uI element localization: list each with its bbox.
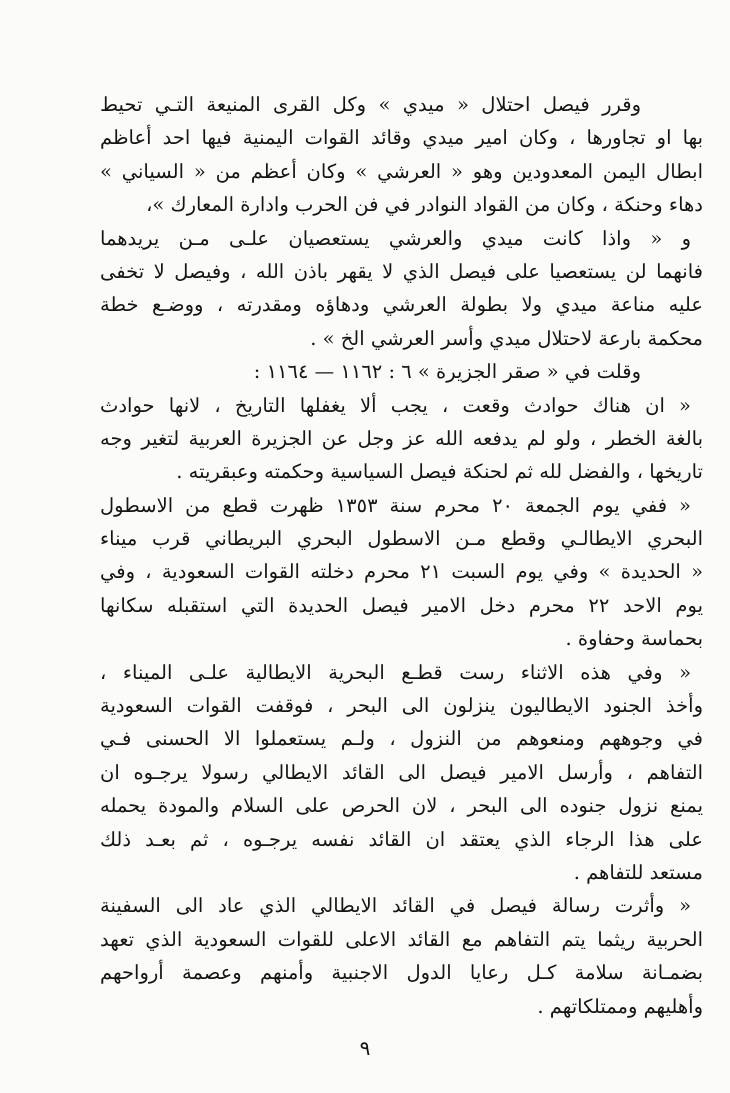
text-line: ابطال اليمن المعدودين وهو « العرشي » وكان أعظم من « السياني » <box>100 159 703 183</box>
text-line: الحربية ريثما يتم التفاهم مع القائد الاعلى للقوات السعودية الذي تعهد <box>100 927 703 951</box>
text-line: و « واذا كانت ميدي والعرشي يستعصيان علـى مـن يريدهما <box>100 226 691 250</box>
text-line: « ان هناك حوادث وقعت ، يجب ألا يغفلها التاريخ ، لانها حوادث <box>100 393 691 417</box>
text-line: « وأثرت رسالة فيصل في القائد الايطالي الذي عاد الى السفينة <box>100 894 691 918</box>
body-text <box>100 88 703 1023</box>
text-line: التفاهم ، وأرسل الامير فيصل الى القائد الايطالي رسولا يرجـوه ان <box>100 760 703 784</box>
text-line: « وفي هذه الاثناء رست قطـع البحرية الايطالية علـى الميناء ، <box>100 660 691 684</box>
text-line: البحري الايطالـي وقطع مـن الاسطول البحري البريطاني قرب ميناء <box>100 527 703 551</box>
text-line: بضمـانة سلامة كـل رعايا الدول الاجنبية وأمنهم وعصمة أرواحهم <box>100 961 703 985</box>
text-line: « الحديدة » وفي يوم السبت ٢١ محرم دخلته القوات السعودية ، وفي <box>100 560 704 584</box>
text-line: محكمة بارعة لاحتلال ميدي وأسر العرشي الخ » . <box>310 326 703 350</box>
text-line: دهاء وحنكة ، وكان من القواد النوادر في فن الحرب وادارة المعارك »، <box>146 193 703 217</box>
text-line: وأهليهم وممتلكاتهم . <box>537 994 703 1018</box>
text-line: وأخذ الجنود الايطاليون ينزلون الى البحر ، فوقفت القوات السعودية <box>100 694 703 718</box>
text-line: يمنع نزول جنوده الى البحر ، لان الحرص على السلام والمودة يحمله <box>100 794 703 818</box>
text-line: بالغة الخطر ، ولو لم يدفعه الله عز وجل عن الجزيرة العربية لتغير وجه <box>100 426 703 450</box>
text-line: عليه مناعة ميدي ولا بطولة العرشي ودهاؤه ومقدرته ، ووضـع خطة <box>100 293 703 317</box>
text-line: مستعد للتفاهم . <box>573 860 703 884</box>
text-line: تاريخها ، والفضل لله ثم لحنكة فيصل السياسية وحكمته وعبقريته . <box>176 460 703 484</box>
text-line: وقلت في « صقر الجزيرة » ٦ : ١١٦٢ — ١١٦٤ : <box>253 360 641 384</box>
text-line: بها او تجاورها ، وكان امير ميدي وقائد القوات اليمنية فيها احد أعاظم <box>100 126 703 150</box>
text-line: على هذا الرجاء الذي يعتقد ان القائد نفسه يرجـوه ، ثم بعـد ذلك <box>100 827 703 851</box>
page-number: ٩ <box>359 1036 371 1060</box>
text-line: وقرر فيصل احتلال « ميدي » وكل القرى المنيعة التـي تحيط <box>100 93 641 116</box>
text-line: « ففي يوم الجمعة ٢٠ محرم سنة ١٣٥٣ ظهرت قطع من الاسطول <box>100 493 691 517</box>
text-line: فانهما لن يستعصيا على فيصل الذي لا يقهر باذن الله ، وفيصل لا تخفى <box>100 259 703 283</box>
text-line: بحماسة وحفاوة . <box>565 627 703 651</box>
text-line: في وجوههم ومنعوهم من النزول ، ولـم يستعملوا الا الحسنى فـي <box>100 727 703 751</box>
text-line: يوم الاحد ٢٢ محرم دخل الامير فيصل الحديدة التي استقبله سكانها <box>100 593 703 617</box>
